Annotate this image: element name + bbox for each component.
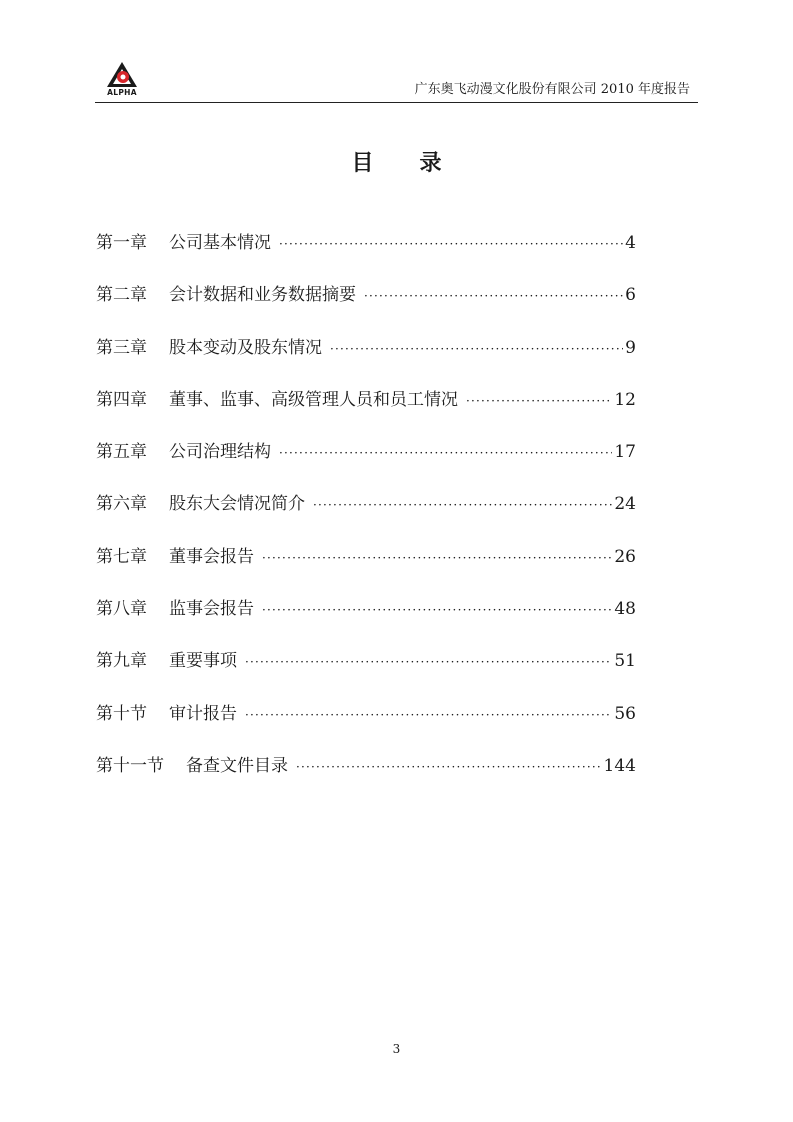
toc-leader-dots — [262, 603, 612, 617]
toc-leader-dots — [279, 237, 623, 251]
toc-leader-dots — [466, 394, 612, 408]
toc-chapter: 第一章 — [96, 233, 147, 253]
toc-title-char-1: 目 — [351, 151, 374, 176]
toc-leader-dots — [262, 551, 612, 565]
toc-leader-dots — [313, 498, 612, 512]
toc-entry-title: 公司治理结构 — [169, 442, 271, 463]
toc-chapter: 第七章 — [96, 546, 147, 567]
toc-chapter: 第九章 — [96, 651, 147, 672]
toc-title — [0, 146, 793, 177]
toc-entry-title: 董事会报告 — [169, 546, 254, 567]
header-divider — [95, 102, 698, 103]
page-number: 3 — [392, 1042, 401, 1056]
toc-page-number: 9 — [625, 337, 636, 358]
toc-leader-dots — [364, 289, 623, 303]
toc-entry-title: 董事、监事、高级管理人员和员工情况 — [169, 389, 458, 410]
toc-entry[interactable] — [96, 280, 636, 332]
toc-entry[interactable] — [96, 489, 636, 541]
toc-page-number: 4 — [625, 233, 636, 253]
toc-entry-title: 股本变动及股东情况 — [169, 337, 322, 358]
logo-text: ALPHA — [107, 88, 137, 97]
toc-entry[interactable] — [96, 333, 636, 385]
toc-entry[interactable] — [96, 594, 636, 646]
alpha-logo-icon — [104, 60, 140, 90]
toc-page-number: 17 — [614, 442, 636, 463]
toc-chapter: 第三章 — [96, 337, 147, 358]
toc-entry-title: 重要事项 — [169, 651, 237, 672]
toc-entry-title: 公司基本情况 — [169, 233, 271, 253]
header-title: 广东奥飞动漫文化股份有限公司 2010 年度报告 — [414, 82, 690, 97]
toc-entry-title: 审计报告 — [169, 703, 237, 724]
toc-chapter: 第十节 — [96, 703, 147, 724]
toc-entry[interactable] — [96, 542, 636, 594]
toc-page-number: 6 — [625, 285, 636, 306]
toc-chapter: 第十一节 — [96, 755, 164, 776]
company-logo — [104, 60, 140, 100]
toc-leader-dots — [245, 655, 612, 669]
toc-entry[interactable] — [96, 751, 636, 803]
toc-chapter: 第四章 — [96, 389, 147, 410]
toc-chapter: 第八章 — [96, 599, 147, 620]
toc-page-number: 144 — [603, 755, 636, 776]
toc-page-number: 24 — [614, 494, 636, 515]
toc-entry-title: 股东大会情况简介 — [169, 494, 305, 515]
toc-page-number: 12 — [614, 389, 636, 410]
table-of-contents — [96, 228, 636, 803]
toc-page-number: 26 — [614, 546, 636, 567]
toc-chapter: 第五章 — [96, 442, 147, 463]
toc-chapter: 第二章 — [96, 285, 147, 306]
toc-entry[interactable] — [96, 437, 636, 489]
toc-page-number: 51 — [614, 651, 636, 672]
toc-leader-dots — [279, 446, 612, 460]
toc-entry-title: 监事会报告 — [169, 599, 254, 620]
toc-leader-dots — [330, 342, 623, 356]
toc-entry-title: 会计数据和业务数据摘要 — [169, 285, 356, 306]
toc-title-char-2: 录 — [419, 151, 442, 176]
toc-entry-title: 备查文件目录 — [186, 755, 288, 776]
toc-entry[interactable] — [96, 228, 636, 280]
toc-entry[interactable] — [96, 699, 636, 751]
toc-entry[interactable] — [96, 385, 636, 437]
toc-entry[interactable] — [96, 646, 636, 698]
toc-leader-dots — [296, 760, 602, 774]
toc-page-number: 56 — [614, 703, 636, 724]
toc-chapter: 第六章 — [96, 494, 147, 515]
toc-leader-dots — [245, 708, 612, 722]
toc-page-number: 48 — [614, 599, 636, 620]
